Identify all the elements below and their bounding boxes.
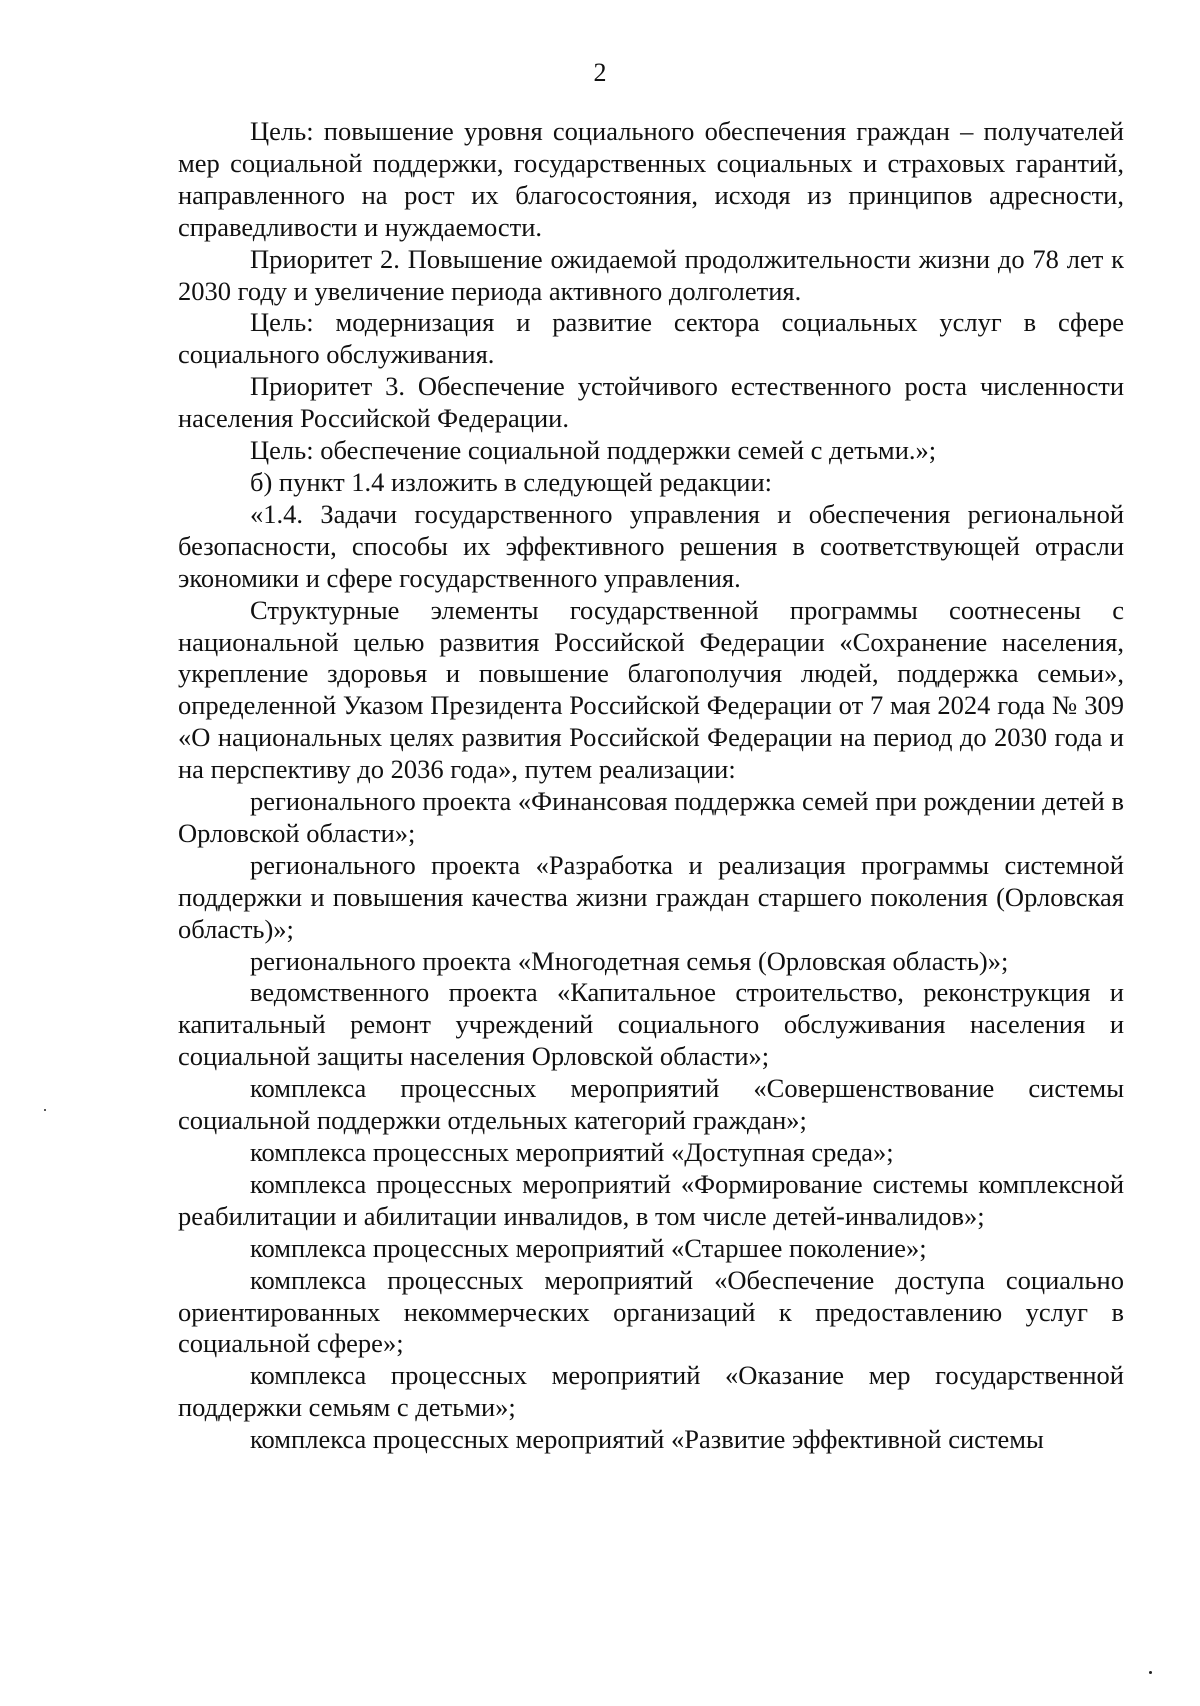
scan-speck: [44, 1109, 46, 1111]
paragraph: комплекса процессных мероприятий «Оказание мер государственной поддержки семьям с детьми»;: [178, 1360, 1124, 1423]
paragraph: Цель: обеспечение социальной поддержки семей с детьми.»;: [250, 435, 937, 466]
paragraph: регионального проекта «Многодетная семья (Орловская область)»;: [250, 945, 1009, 976]
paragraph: комплекса процессных мероприятий «Формирование системы комплексной реабилитации и абилитации инвалидов, в том числе детей-инвалидов»;: [178, 1168, 1124, 1231]
paragraph: комплекса процессных мероприятий «Доступная среда»;: [250, 1137, 894, 1167]
paragraph: комплекса процессных мероприятий «Старшее поколение»;: [250, 1232, 927, 1263]
paragraph: комплекса процессных мероприятий «Развитие эффективной системы: [250, 1424, 1044, 1455]
paragraph: Структурные элементы государственной программы соотнесены с национальной целью развития Российской Федерации «Сохранение населения, укрепление здоровья и повышение благополучия людей, поддержка семьи», определенной Указом Президента Российской Федерации от 7 мая 2024 года № 309 «О национальных целях развития Российской Федерации на период до 2030 года и на перспективу до 2036 года», путем реализации:: [178, 594, 1124, 785]
paragraph: комплекса процессных мероприятий «Обеспечение доступа социально ориентированных некоммерческих организаций к предоставлению услуг в социальной сфере»;: [178, 1264, 1124, 1359]
paragraph: Цель: повышение уровня социального обеспечения граждан – получателей мер социальной поддержки, государственных социальных и страховых гарантий, направленного на рост их благосостояния, исходя из принципов адресности, справедливости и нуждаемости.: [178, 116, 1124, 242]
paragraph: регионального проекта «Финансовая поддержка семей при рождении детей в Орловской области»;: [178, 786, 1124, 848]
paragraph: «1.4. Задачи государственного управления и обеспечения региональной безопасности, способы их эффективного решения в соответствующей отрасли экономики и сфере государственного управления.: [178, 498, 1124, 593]
paragraph: Приоритет 2. Повышение ожидаемой продолжительности жизни до 78 лет к 2030 году и увеличение периода активного долголетия.: [178, 243, 1124, 306]
paragraph: б) пункт 1.4 изложить в следующей редакции:: [250, 466, 773, 497]
paragraph: Приоритет 3. Обеспечение устойчивого естественного роста численности населения Российской Федерации.: [178, 371, 1124, 434]
paragraph: ведомственного проекта «Капитальное строительство, реконструкция и капитальный ремонт учреждений социального обслуживания населения и социальной защиты населения Орловской области»;: [178, 977, 1124, 1072]
page-number: 2: [593, 58, 607, 87]
scan-speck: [1149, 1671, 1152, 1674]
paragraph: регионального проекта «Разработка и реализация программы системной поддержки и повышения качества жизни граждан старшего поколения (Орловская область)»;: [178, 849, 1124, 944]
paragraph: комплекса процессных мероприятий «Совершенствование системы социальной поддержки отдельных категорий граждан»;: [178, 1073, 1124, 1136]
paragraph: Цель: модернизация и развитие сектора социальных услуг в сфере социального обслуживания.: [178, 307, 1124, 370]
document-body: [178, 116, 1124, 1456]
